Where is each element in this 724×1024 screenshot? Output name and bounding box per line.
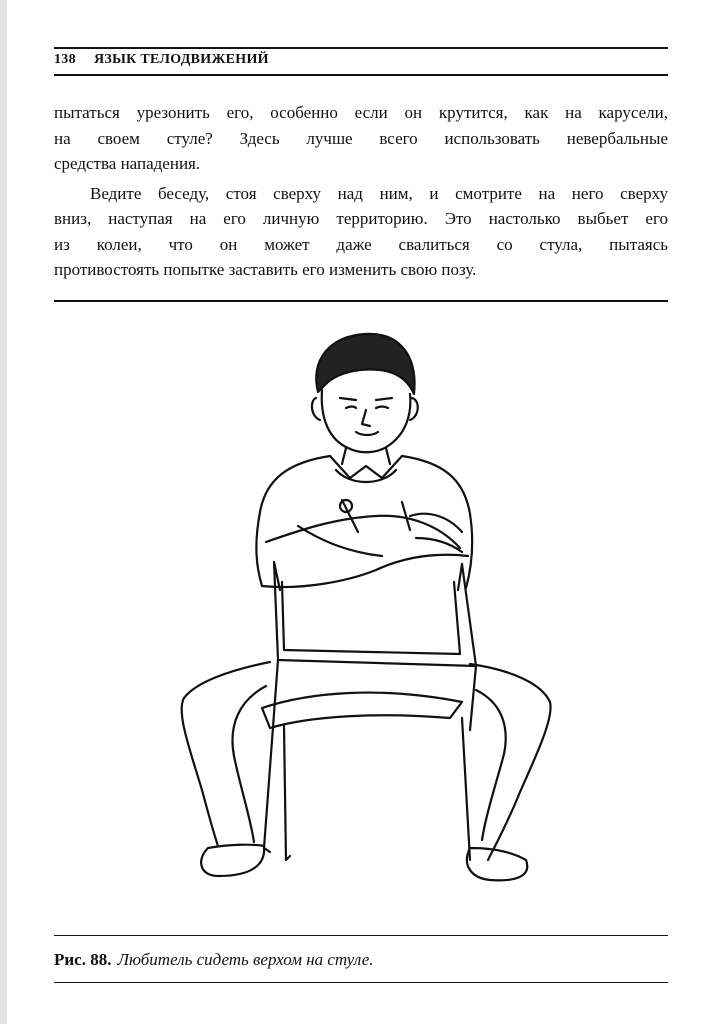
- running-head: [54, 52, 668, 68]
- body-text: [54, 100, 668, 283]
- running-title: ЯЗЫК ТЕЛОДВИЖЕНИЙ: [94, 52, 269, 67]
- caption-label: Рис. 88.: [54, 950, 112, 969]
- paragraph-2: [54, 181, 668, 283]
- caption-text: Любитель сидеть верхом на стуле.: [117, 950, 374, 969]
- caption-rule-top: [54, 935, 668, 936]
- text-line: вниз, наступая на его личную территорию. Это настолько выбьет его: [54, 209, 668, 228]
- header-rule-top: [54, 47, 668, 49]
- page-edge: [0, 0, 7, 1024]
- text-line: из колеи, что он может даже свалиться со стула, пытаясь: [54, 234, 668, 254]
- text-line: противостоять попытке заставить его изменить свою позу.: [54, 260, 477, 279]
- header-rule-bottom: [54, 74, 668, 76]
- page-number: 138: [54, 52, 76, 67]
- man-straddling-chair-icon: [170, 320, 560, 900]
- paragraph-1: [54, 100, 668, 177]
- text-line: на своем стуле? Здесь лучше всего использовать невербальные: [54, 128, 668, 148]
- figure-caption: [54, 950, 668, 970]
- section-rule: [54, 300, 668, 302]
- caption-rule-bottom: [54, 982, 668, 983]
- text-line: пытаться урезонить его, особенно если он крутится, как на карусели,: [54, 103, 668, 122]
- figure-illustration: [170, 320, 560, 900]
- text-line: Ведите беседу, стоя сверху над ним, и смотрите на него сверху: [90, 183, 668, 203]
- text-line: средства нападения.: [54, 154, 201, 173]
